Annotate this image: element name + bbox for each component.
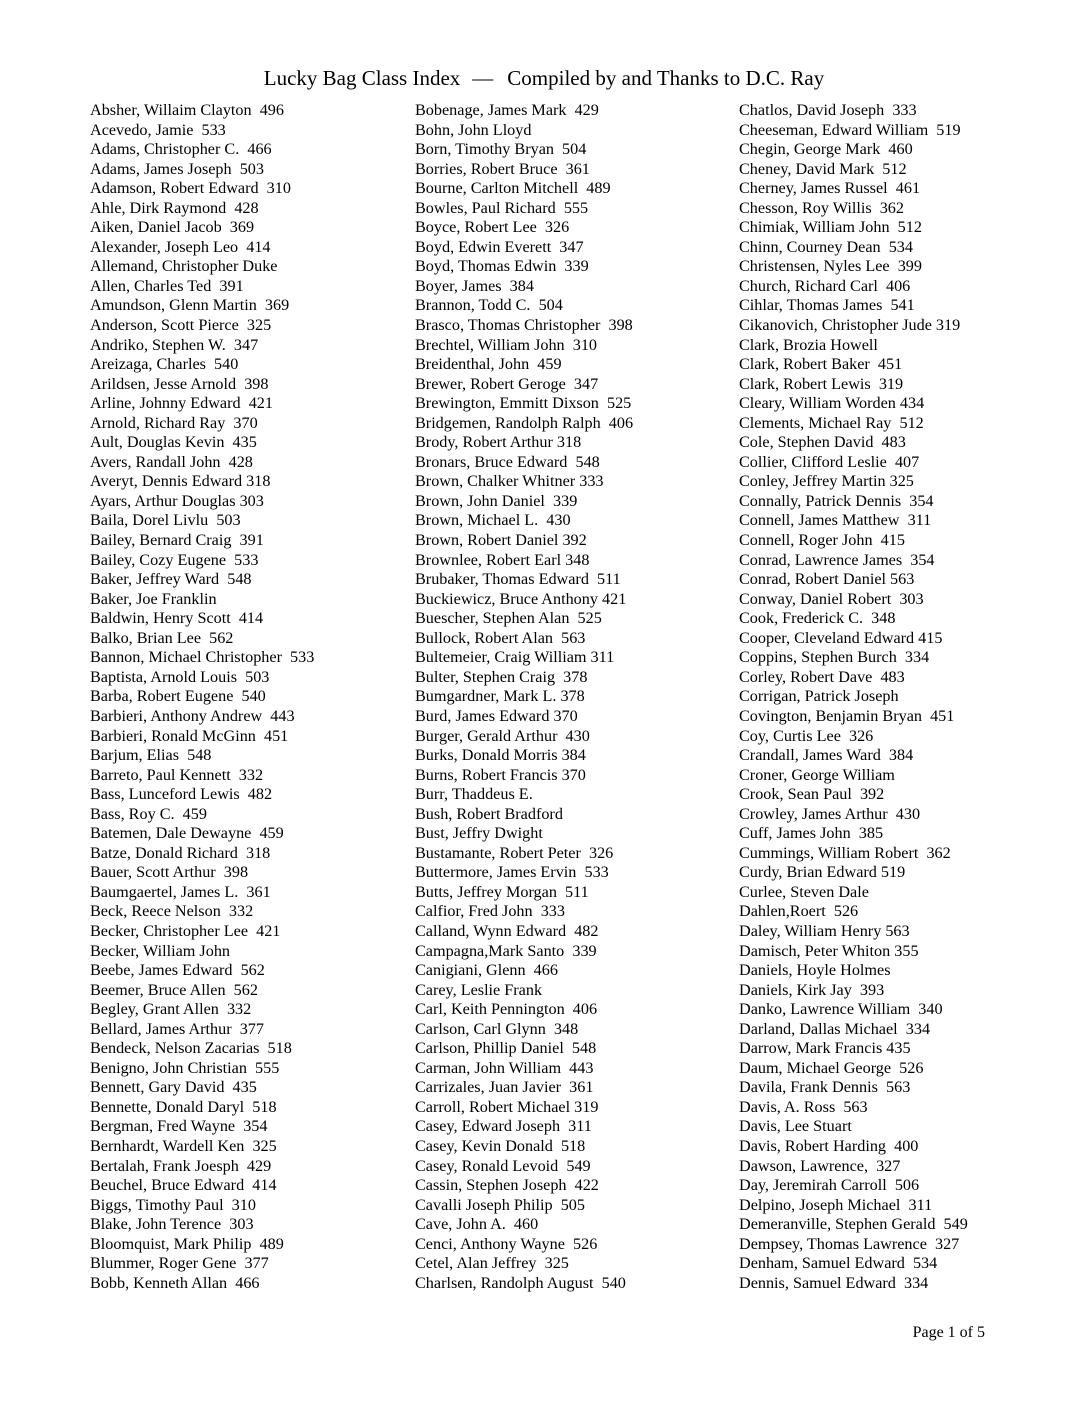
index-entry: Casey, Edward Joseph 311 — [415, 1117, 592, 1136]
index-entry: Danko, Lawrence William 340 — [739, 1000, 943, 1019]
index-entry: Burns, Robert Francis 370 — [415, 765, 586, 784]
index-entry: Brown, Robert Daniel 392 — [415, 531, 587, 550]
index-entry: Absher, Willaim Clayton 496 — [90, 101, 284, 119]
index-entry: Cleary, William Worden 434 — [739, 394, 925, 413]
index-entry: Arline, Johnny Edward 421 — [90, 394, 273, 413]
index-entry: Baker, Joe Franklin — [90, 589, 217, 608]
index-entry: Bertalah, Frank Joesph 429 — [90, 1156, 272, 1175]
index-entry: Cole, Stephen David 483 — [739, 433, 906, 452]
index-entry: Burks, Donald Morris 384 — [415, 746, 586, 765]
index-entry: Calland, Wynn Edward 482 — [415, 921, 599, 940]
index-entry: Clark, Robert Baker 451 — [739, 355, 903, 374]
index-entry: Crowley, James Arthur 430 — [739, 804, 921, 823]
page-header — [0, 64, 1088, 92]
index-entry: Born, Timothy Bryan 504 — [415, 140, 587, 159]
index-entry: Bronars, Bruce Edward 548 — [415, 452, 600, 471]
index-entry: Bernhardt, Wardell Ken 325 — [90, 1136, 277, 1155]
index-entry: Carlson, Carl Glynn 348 — [415, 1019, 579, 1038]
page-number: Page 1 of 5 — [912, 1324, 985, 1341]
index-entry: Bulter, Stephen Craig 378 — [415, 667, 588, 686]
index-entry: Arnold, Richard Ray 370 — [90, 413, 258, 432]
index-entry: Chinn, Courney Dean 534 — [739, 237, 913, 256]
index-entry: Buescher, Stephen Alan 525 — [415, 609, 602, 628]
index-entry: Charlsen, Randolph August 540 — [415, 1273, 626, 1292]
index-entry: Beuchel, Bruce Edward 414 — [90, 1176, 277, 1195]
index-entry: Connally, Patrick Dennis 354 — [739, 491, 934, 510]
index-entry: Cave, John A. 460 — [415, 1215, 539, 1234]
index-entry: Bush, Robert Bradford — [415, 804, 563, 823]
index-entry: Coy, Curtis Lee 326 — [739, 726, 874, 745]
index-entry: Daley, William Henry 563 — [739, 921, 910, 940]
index-entry: Conway, Daniel Robert 303 — [739, 589, 924, 608]
index-entry: Cavalli Joseph Philip 505 — [415, 1195, 585, 1214]
index-entry: Bass, Lunceford Lewis 482 — [90, 785, 273, 804]
index-entry: Carman, John William 443 — [415, 1058, 594, 1077]
index-entry: Allen, Charles Ted 391 — [90, 276, 244, 295]
index-entry: Breidenthal, John 459 — [415, 355, 562, 374]
index-entry: Baila, Dorel Livlu 503 — [90, 511, 241, 530]
index-entry: Chesson, Roy Willis 362 — [739, 198, 904, 217]
index-entry: Bellard, James Arthur 377 — [90, 1019, 264, 1038]
index-entry: Adams, James Joseph 503 — [90, 159, 264, 178]
index-entry: Bergman, Fred Wayne 354 — [90, 1117, 268, 1136]
index-entry: Crandall, James Ward 384 — [739, 746, 914, 765]
index-entry: Brewington, Emmitt Dixson 525 — [415, 394, 632, 413]
index-entry: Avers, Randall John 428 — [90, 452, 253, 471]
index-entry: Batemen, Dale Dewayne 459 — [90, 824, 284, 843]
index-entry: Chimiak, William John 512 — [739, 218, 922, 237]
index-entry: Corley, Robert Dave 483 — [739, 667, 905, 686]
index-entry: Boyer, James 384 — [415, 276, 534, 295]
index-entry: Cherney, James Russel 461 — [739, 179, 921, 198]
index-entry: Ayars, Arthur Douglas 303 — [90, 491, 264, 510]
index-entry: Demeranville, Stephen Gerald 549 — [739, 1215, 968, 1234]
index-entry: Becker, William John — [90, 941, 231, 960]
index-entry: Burger, Gerald Arthur 430 — [415, 726, 590, 745]
index-entry: Beck, Reece Nelson 332 — [90, 902, 254, 921]
index-entry: Brown, John Daniel 339 — [415, 491, 578, 510]
index-entry: Carroll, Robert Michael 319 — [415, 1097, 599, 1116]
index-entry: Croner, George William — [739, 765, 895, 784]
index-entry: Dennis, Samuel Edward 334 — [739, 1273, 929, 1292]
index-entry: Curdy, Brian Edward 519 — [739, 863, 906, 882]
index-entry: Campagna,Mark Santo 339 — [415, 941, 597, 960]
index-entry: Boyd, Edwin Everett 347 — [415, 237, 584, 256]
index-entry: Cheeseman, Edward William 519 — [739, 120, 961, 139]
index-entry: Covington, Benjamin Bryan 451 — [739, 706, 955, 725]
index-entry: Corrigan, Patrick Joseph — [739, 687, 899, 706]
index-entry: Cikanovich, Christopher Jude 319 — [739, 316, 961, 335]
index-entry: Butts, Jeffrey Morgan 511 — [415, 882, 589, 901]
index-entry: Bloomquist, Mark Philip 489 — [90, 1234, 284, 1253]
index-entry: Canigiani, Glenn 466 — [415, 961, 558, 980]
index-entry: Barreto, Paul Kennett 332 — [90, 765, 264, 784]
index-entry: Bannon, Michael Christopher 533 — [90, 648, 315, 667]
index-entry: Brewer, Robert Geroge 347 — [415, 374, 599, 393]
index-entry: Church, Richard Carl 406 — [739, 276, 911, 295]
index-entry: Borries, Robert Bruce 361 — [415, 159, 590, 178]
index-entry: Davis, A. Ross 563 — [739, 1097, 868, 1116]
index-entry: Darrow, Mark Francis 435 — [739, 1039, 911, 1058]
index-column-3 — [739, 101, 1059, 1293]
index-entry: Areizaga, Charles 540 — [90, 355, 239, 374]
index-entry: Bauer, Scott Arthur 398 — [90, 863, 249, 882]
index-entry: Clements, Michael Ray 512 — [739, 413, 924, 432]
index-entry: Bultemeier, Craig William 311 — [415, 648, 615, 667]
index-entry: Casey, Ronald Levoid 549 — [415, 1156, 591, 1175]
index-entry: Barbieri, Ronald McGinn 451 — [90, 726, 289, 745]
index-entry: Ahle, Dirk Raymond 428 — [90, 198, 259, 217]
index-entry: Bridgemen, Randolph Ralph 406 — [415, 413, 634, 432]
index-entry: Casey, Kevin Donald 518 — [415, 1136, 586, 1155]
index-entry: Calfior, Fred John 333 — [415, 902, 565, 921]
index-entry: Dahlen,Roert 526 — [739, 902, 859, 921]
index-entry: Cuff, James John 385 — [739, 824, 884, 843]
index-entry: Chatlos, David Joseph 333 — [739, 101, 917, 119]
index-entry: Biggs, Timothy Paul 310 — [90, 1195, 256, 1214]
index-entry: Brasco, Thomas Christopher 398 — [415, 316, 633, 335]
index-entry: Bailey, Cozy Eugene 533 — [90, 550, 259, 569]
index-entry: Acevedo, Jamie 533 — [90, 120, 226, 139]
index-entry: Cetel, Alan Jeffrey 325 — [415, 1254, 569, 1273]
index-entry: Blake, John Terence 303 — [90, 1215, 254, 1234]
index-entry: Arildsen, Jesse Arnold 398 — [90, 374, 269, 393]
index-entry: Carlson, Phillip Daniel 548 — [415, 1039, 597, 1058]
index-entry: Brubaker, Thomas Edward 511 — [415, 570, 621, 589]
index-entry: Baumgaertel, James L. 361 — [90, 882, 271, 901]
index-entry: Davis, Lee Stuart — [739, 1117, 852, 1136]
index-entry: Baldwin, Henry Scott 414 — [90, 609, 264, 628]
index-entry: Denham, Samuel Edward 534 — [739, 1254, 938, 1273]
index-entry: Burr, Thaddeus E. — [415, 785, 533, 804]
index-entry: Baker, Jeffrey Ward 548 — [90, 570, 252, 589]
index-entry: Cooper, Cleveland Edward 415 — [739, 628, 943, 647]
index-entry: Bowles, Paul Richard 555 — [415, 198, 589, 217]
index-entry: Burd, James Edward 370 — [415, 706, 578, 725]
index-entry: Becker, Christopher Lee 421 — [90, 921, 281, 940]
index-entry: Balko, Brian Lee 562 — [90, 628, 234, 647]
index-entry: Brody, Robert Arthur 318 — [415, 433, 582, 452]
index-entry: Boyd, Thomas Edwin 339 — [415, 257, 589, 276]
index-entry: Beebe, James Edward 562 — [90, 961, 265, 980]
index-entry: Cenci, Anthony Wayne 526 — [415, 1234, 598, 1253]
index-entry: Buttermore, James Ervin 533 — [415, 863, 609, 882]
index-entry: Brownlee, Robert Earl 348 — [415, 550, 590, 569]
index-entry: Allemand, Christopher Duke — [90, 257, 278, 276]
index-entry: Carey, Leslie Frank — [415, 980, 543, 999]
index-entry: Conrad, Lawrence James 354 — [739, 550, 935, 569]
index-entry: Delpino, Joseph Michael 311 — [739, 1195, 933, 1214]
index-entry: Cheney, David Mark 512 — [739, 159, 907, 178]
index-entry: Bustamante, Robert Peter 326 — [415, 843, 614, 862]
index-entry: Benigno, John Christian 555 — [90, 1058, 280, 1077]
index-column-1 — [90, 101, 410, 1293]
index-entry: Brannon, Todd C. 504 — [415, 296, 563, 315]
index-entry: Daniels, Kirk Jay 393 — [739, 980, 885, 999]
index-entry: Bobb, Kenneth Allan 466 — [90, 1273, 260, 1292]
index-entry: Ault, Douglas Kevin 435 — [90, 433, 257, 452]
index-entry: Darland, Dallas Michael 334 — [739, 1019, 931, 1038]
index-entry: Barjum, Elias 548 — [90, 746, 212, 765]
index-entry: Dempsey, Thomas Lawrence 327 — [739, 1234, 960, 1253]
index-entry: Andriko, Stephen W. 347 — [90, 335, 259, 354]
index-entry: Anderson, Scott Pierce 325 — [90, 316, 272, 335]
index-entry: Averyt, Dennis Edward 318 — [90, 472, 271, 491]
index-entry: Blummer, Roger Gene 377 — [90, 1254, 269, 1273]
index-entry: Christensen, Nyles Lee 399 — [739, 257, 922, 276]
index-entry: Davis, Robert Harding 400 — [739, 1136, 919, 1155]
index-entry: Carl, Keith Pennington 406 — [415, 1000, 598, 1019]
index-entry: Bailey, Bernard Craig 391 — [90, 531, 264, 550]
index-entry: Carrizales, Juan Javier 361 — [415, 1078, 594, 1097]
header-separator: — — [472, 66, 494, 90]
index-entry: Clark, Robert Lewis 319 — [739, 374, 904, 393]
index-entry: Bennette, Donald Daryl 518 — [90, 1097, 277, 1116]
index-entry: Daniels, Hoyle Holmes — [739, 961, 891, 980]
index-entry: Crook, Sean Paul 392 — [739, 785, 885, 804]
index-entry: Aiken, Daniel Jacob 369 — [90, 218, 255, 237]
index-entry: Cassin, Stephen Joseph 422 — [415, 1176, 599, 1195]
index-entry: Damisch, Peter Whiton 355 — [739, 941, 919, 960]
index-entry: Bust, Jeffry Dwight — [415, 824, 543, 843]
index-entry: Adams, Christopher C. 466 — [90, 140, 272, 159]
index-entry: Brown, Chalker Whitner 333 — [415, 472, 604, 491]
index-entry: Bennett, Gary David 435 — [90, 1078, 257, 1097]
index-entry: Clark, Brozia Howell — [739, 335, 878, 354]
index-entry: Conley, Jeffrey Martin 325 — [739, 472, 914, 491]
index-entry: Conrad, Robert Daniel 563 — [739, 570, 915, 589]
index-entry: Adamson, Robert Edward 310 — [90, 179, 291, 198]
index-title: Lucky Bag Class Index — [263, 66, 461, 90]
index-entry: Beemer, Bruce Allen 562 — [90, 980, 258, 999]
index-entry: Bass, Roy C. 459 — [90, 804, 207, 823]
index-entry: Daum, Michael George 526 — [739, 1058, 924, 1077]
index-entry: Batze, Donald Richard 318 — [90, 843, 271, 862]
index-entry: Dawson, Lawrence, 327 — [739, 1156, 901, 1175]
index-entry: Davila, Frank Dennis 563 — [739, 1078, 911, 1097]
index-entry: Barbieri, Anthony Andrew 443 — [90, 706, 295, 725]
index-entry: Bumgardner, Mark L. 378 — [415, 687, 585, 706]
index-entry: Buckiewicz, Bruce Anthony 421 — [415, 589, 627, 608]
index-entry: Curlee, Steven Dale — [739, 882, 869, 901]
index-entry: Baptista, Arnold Louis 503 — [90, 667, 270, 686]
index-entry: Cihlar, Thomas James 541 — [739, 296, 915, 315]
index-entry: Brown, Michael L. 430 — [415, 511, 571, 530]
compiler-credit: Compiled by and Thanks to D.C. Ray — [507, 66, 825, 90]
index-entry: Alexander, Joseph Leo 414 — [90, 237, 271, 256]
index-entry: Connell, Roger John 415 — [739, 531, 905, 550]
index-entry: Bourne, Carlton Mitchell 489 — [415, 179, 611, 198]
index-entry: Coppins, Stephen Burch 334 — [739, 648, 930, 667]
index-column-2 — [415, 101, 735, 1293]
index-entry: Begley, Grant Allen 332 — [90, 1000, 252, 1019]
index-entry: Connell, James Matthew 311 — [739, 511, 932, 530]
index-entry: Bullock, Robert Alan 563 — [415, 628, 586, 647]
index-entry: Cook, Frederick C. 348 — [739, 609, 896, 628]
index-entry: Cummings, William Robert 362 — [739, 843, 951, 862]
index-entry: Barba, Robert Eugene 540 — [90, 687, 266, 706]
index-entry: Chegin, George Mark 460 — [739, 140, 913, 159]
index-entry: Collier, Clifford Leslie 407 — [739, 452, 920, 471]
index-entry: Day, Jeremirah Carroll 506 — [739, 1176, 920, 1195]
index-entry: Brechtel, William John 310 — [415, 335, 598, 354]
index-entry: Bobenage, James Mark 429 — [415, 101, 599, 119]
index-entry: Amundson, Glenn Martin 369 — [90, 296, 290, 315]
index-entry: Bendeck, Nelson Zacarias 518 — [90, 1039, 292, 1058]
index-entry: Boyce, Robert Lee 326 — [415, 218, 570, 237]
index-entry: Bohn, John Lloyd — [415, 120, 532, 139]
